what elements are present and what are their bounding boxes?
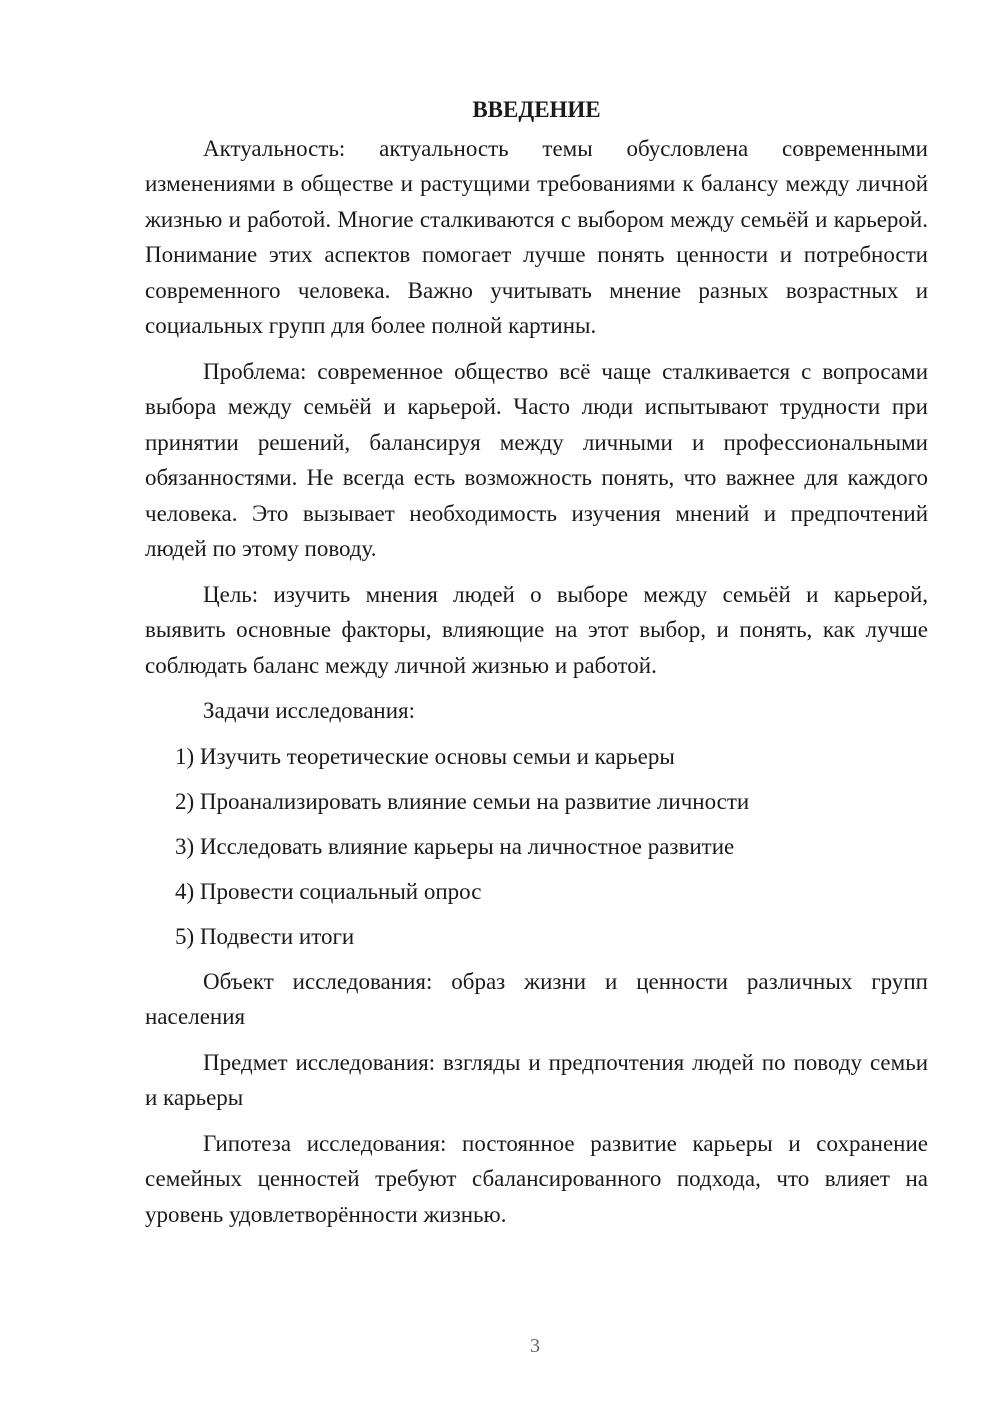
page-content — [145, 92, 928, 1242]
relevance-paragraph: Актуальность: актуальность темы обусловлена современными изменениями в обществе и растущими требованиями к балансу между личной жизнью и работой. Многие сталкиваются с выбором между семьёй и карьерой. Понимание этих аспектов помогает лучше понять ценности и потребности современного человека. Важно учитывать мнение разных возрастных и социальных групп для более полной картины. — [145, 135, 928, 338]
object-paragraph: Объект исследования: образ жизни и ценности различных групп населения — [145, 968, 928, 1029]
task-item: 4) Провести социальный опрос — [175, 878, 482, 904]
hypothesis-paragraph: Гипотеза исследования: постоянное развитие карьеры и сохранение семейных ценностей требуют сбалансированного подхода, что влияет на уровень удовлетворённости жизнью. — [145, 1130, 928, 1227]
subject-paragraph: Предмет исследования: взгляды и предпочтения людей по поводу семьи и карьеры — [145, 1049, 928, 1110]
page-number: 3 — [530, 1335, 540, 1357]
task-item: 3) Исследовать влияние карьеры на личностное развитие — [175, 833, 735, 859]
task-item: 1) Изучить теоретические основы семьи и карьеры — [175, 743, 675, 769]
tasks-list — [145, 739, 928, 955]
problem-paragraph: Проблема: современное общество всё чаще сталкивается с вопросами выбора между семьёй и карьерой. Часто люди испытывают трудности при принятии решений, балансируя между личными и профессиональными обязанностями. Не всегда есть возможность понять, что важнее для каждого человека. Это вызывает необходимость изучения мнений и предпочтений людей по этому поводу. — [145, 358, 928, 561]
tasks-heading: Задачи исследования: — [203, 698, 416, 723]
goal-paragraph: Цель: изучить мнения людей о выборе между семьёй и карьерой, выявить основные факторы, влияющие на этот выбор, и понять, как лучше соблюдать баланс между личной жизнью и работой. — [145, 581, 928, 678]
page-title: ВВЕДЕНИЕ — [472, 97, 601, 122]
task-item: 5) Подвести итоги — [175, 923, 355, 949]
task-item: 2) Проанализировать влияние семьи на развитие личности — [175, 788, 750, 814]
